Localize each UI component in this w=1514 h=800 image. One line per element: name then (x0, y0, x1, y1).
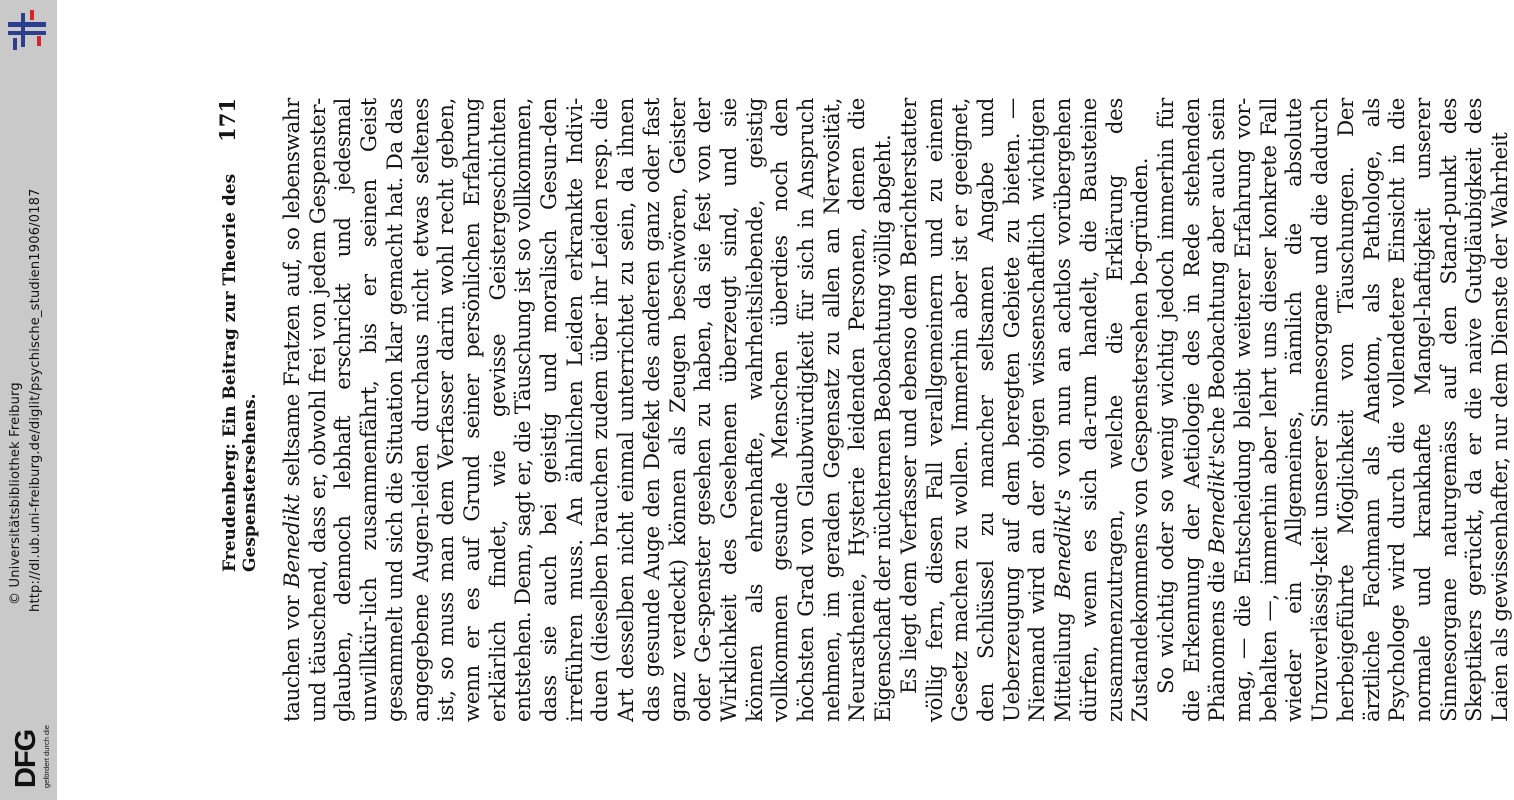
paragraph-1: tauchen vor Benedikt seltsame Fratzen auf, so lebenswahr und täuschend, dass er, obwohl frei von jedem Gespenster-glauben, dennoch lebhaft erschrickt und jedesmal unwillkür-lich zusammenfährt, bis er seinen Geist gesammelt und sich die Situation klar gemacht hat. Da das angegebene Augen-leiden durchaus nicht etwas seltenes ist, so muss man dem Verfasser darin wohl recht geben, wenn er es auf Grund seiner persönlichen Erfahrung erklärlich findet, wie gewisse Geistergeschichten entstehen. Denn, sagt er, die Täuschung ist so vollkommen, dass sie auch bei geistig und moralisch Gesun-den irreführen muss. An ähnlichen Leiden erkrankte Indivi-duen (dieselben brauchen zudem über ihr Leiden resp. die Art desselben nicht einmal unterrichtet zu sein, da ihnen das gesunde Auge den Defekt des anderen ganz oder fast ganz verdeckt) können als Zeugen beschwören, Geister oder Ge-spenster gesehen zu haben, da sie fest von der Wirklichkeit des Gesehenen überzeugt sind, und sie können als ehrenhafte, wahrheitsliebende, geistig vollkommen gesunde Menschen überdies noch den höchsten Grad von Glaubwürdigkeit für sich in Anspruch nehmen, im geraden Gegensatz zu allen an Nervosität, Neurasthenie, Hysterie leidenden Personen, denen die Eigenschaft der nüchternen Beobachtung völlig abgeht. (280, 98, 897, 722)
viewer-sidebar (0, 0, 57, 800)
dfg-logo (5, 706, 53, 790)
running-head-title: Freudenberg: Ein Beitrag zur Theorie des Gespenstersehens. (220, 173, 260, 572)
scanned-page (215, 80, 1514, 736)
body-text (280, 98, 1514, 722)
paragraph-2: Es liegt dem Verfasser und ebenso dem Berichterstatter völlig fern, diesen Fall verallgemeinern und zu einem Gesetz machen zu wollen. Immerhin aber ist er geeignet, den Schlüssel zu mancher seltsamen Angabe und Ueberzeugung auf dem beregten Gebiete zu bieten. — Niemand wird an der obigen wissenschaftlich wichtigen Mitteilung Benedikt's von nun an achtlos vorübergehen dürfen, wenn es sich da-rum handelt, die Bausteine zusammenzutragen, welche die Erklärung des Zustandekommens von Gespenstersehen be-gründen. (896, 98, 1154, 722)
funding-caption: gefördert durch die (42, 725, 51, 788)
university-library-logo (4, 8, 48, 52)
dfg-logo-text: DFG (10, 729, 42, 788)
paragraph-3: So wichtig oder so wenig wichtig jedoch immerhin für die Erkennung der Aetiologie des in Rede stehenden Phänomens die Benedikt'sche Beobachtung aber auch sein mag, — die Entscheidung bleibt weiterer Erfahrung vor-behalten —, immerhin aber lehrt uns dieser konkrete Fall wieder ein Allgemeines, nämlich die absolute Unzuverlässig-keit unserer Sinnesorgane und die dadurch herbeigeführte Möglichkeit von Täuschungen. Der ärztliche Fachmann als Anatom, als Pathologe, als Psychologe wird durch die vollendetere Einsicht in die normale und krankhafte Mangel-haftigkeit unserer Sinnesorgane naturgemäss auf den Stand-punkt des Skeptikers gerückt, da er die naive Gutgläubigkeit des Laien als gewissenhafter, nur dem Dienste der Wahrheit (1153, 98, 1514, 722)
permalink-url[interactable]: http://dl.ub.uni-freiburg.de/diglit/psychische_studien1906/0187 (28, 188, 43, 612)
page-number: 171 (215, 98, 240, 142)
running-head (215, 98, 260, 722)
copyright-notice: © Universitätsbibliothek Freiburg (8, 382, 23, 605)
